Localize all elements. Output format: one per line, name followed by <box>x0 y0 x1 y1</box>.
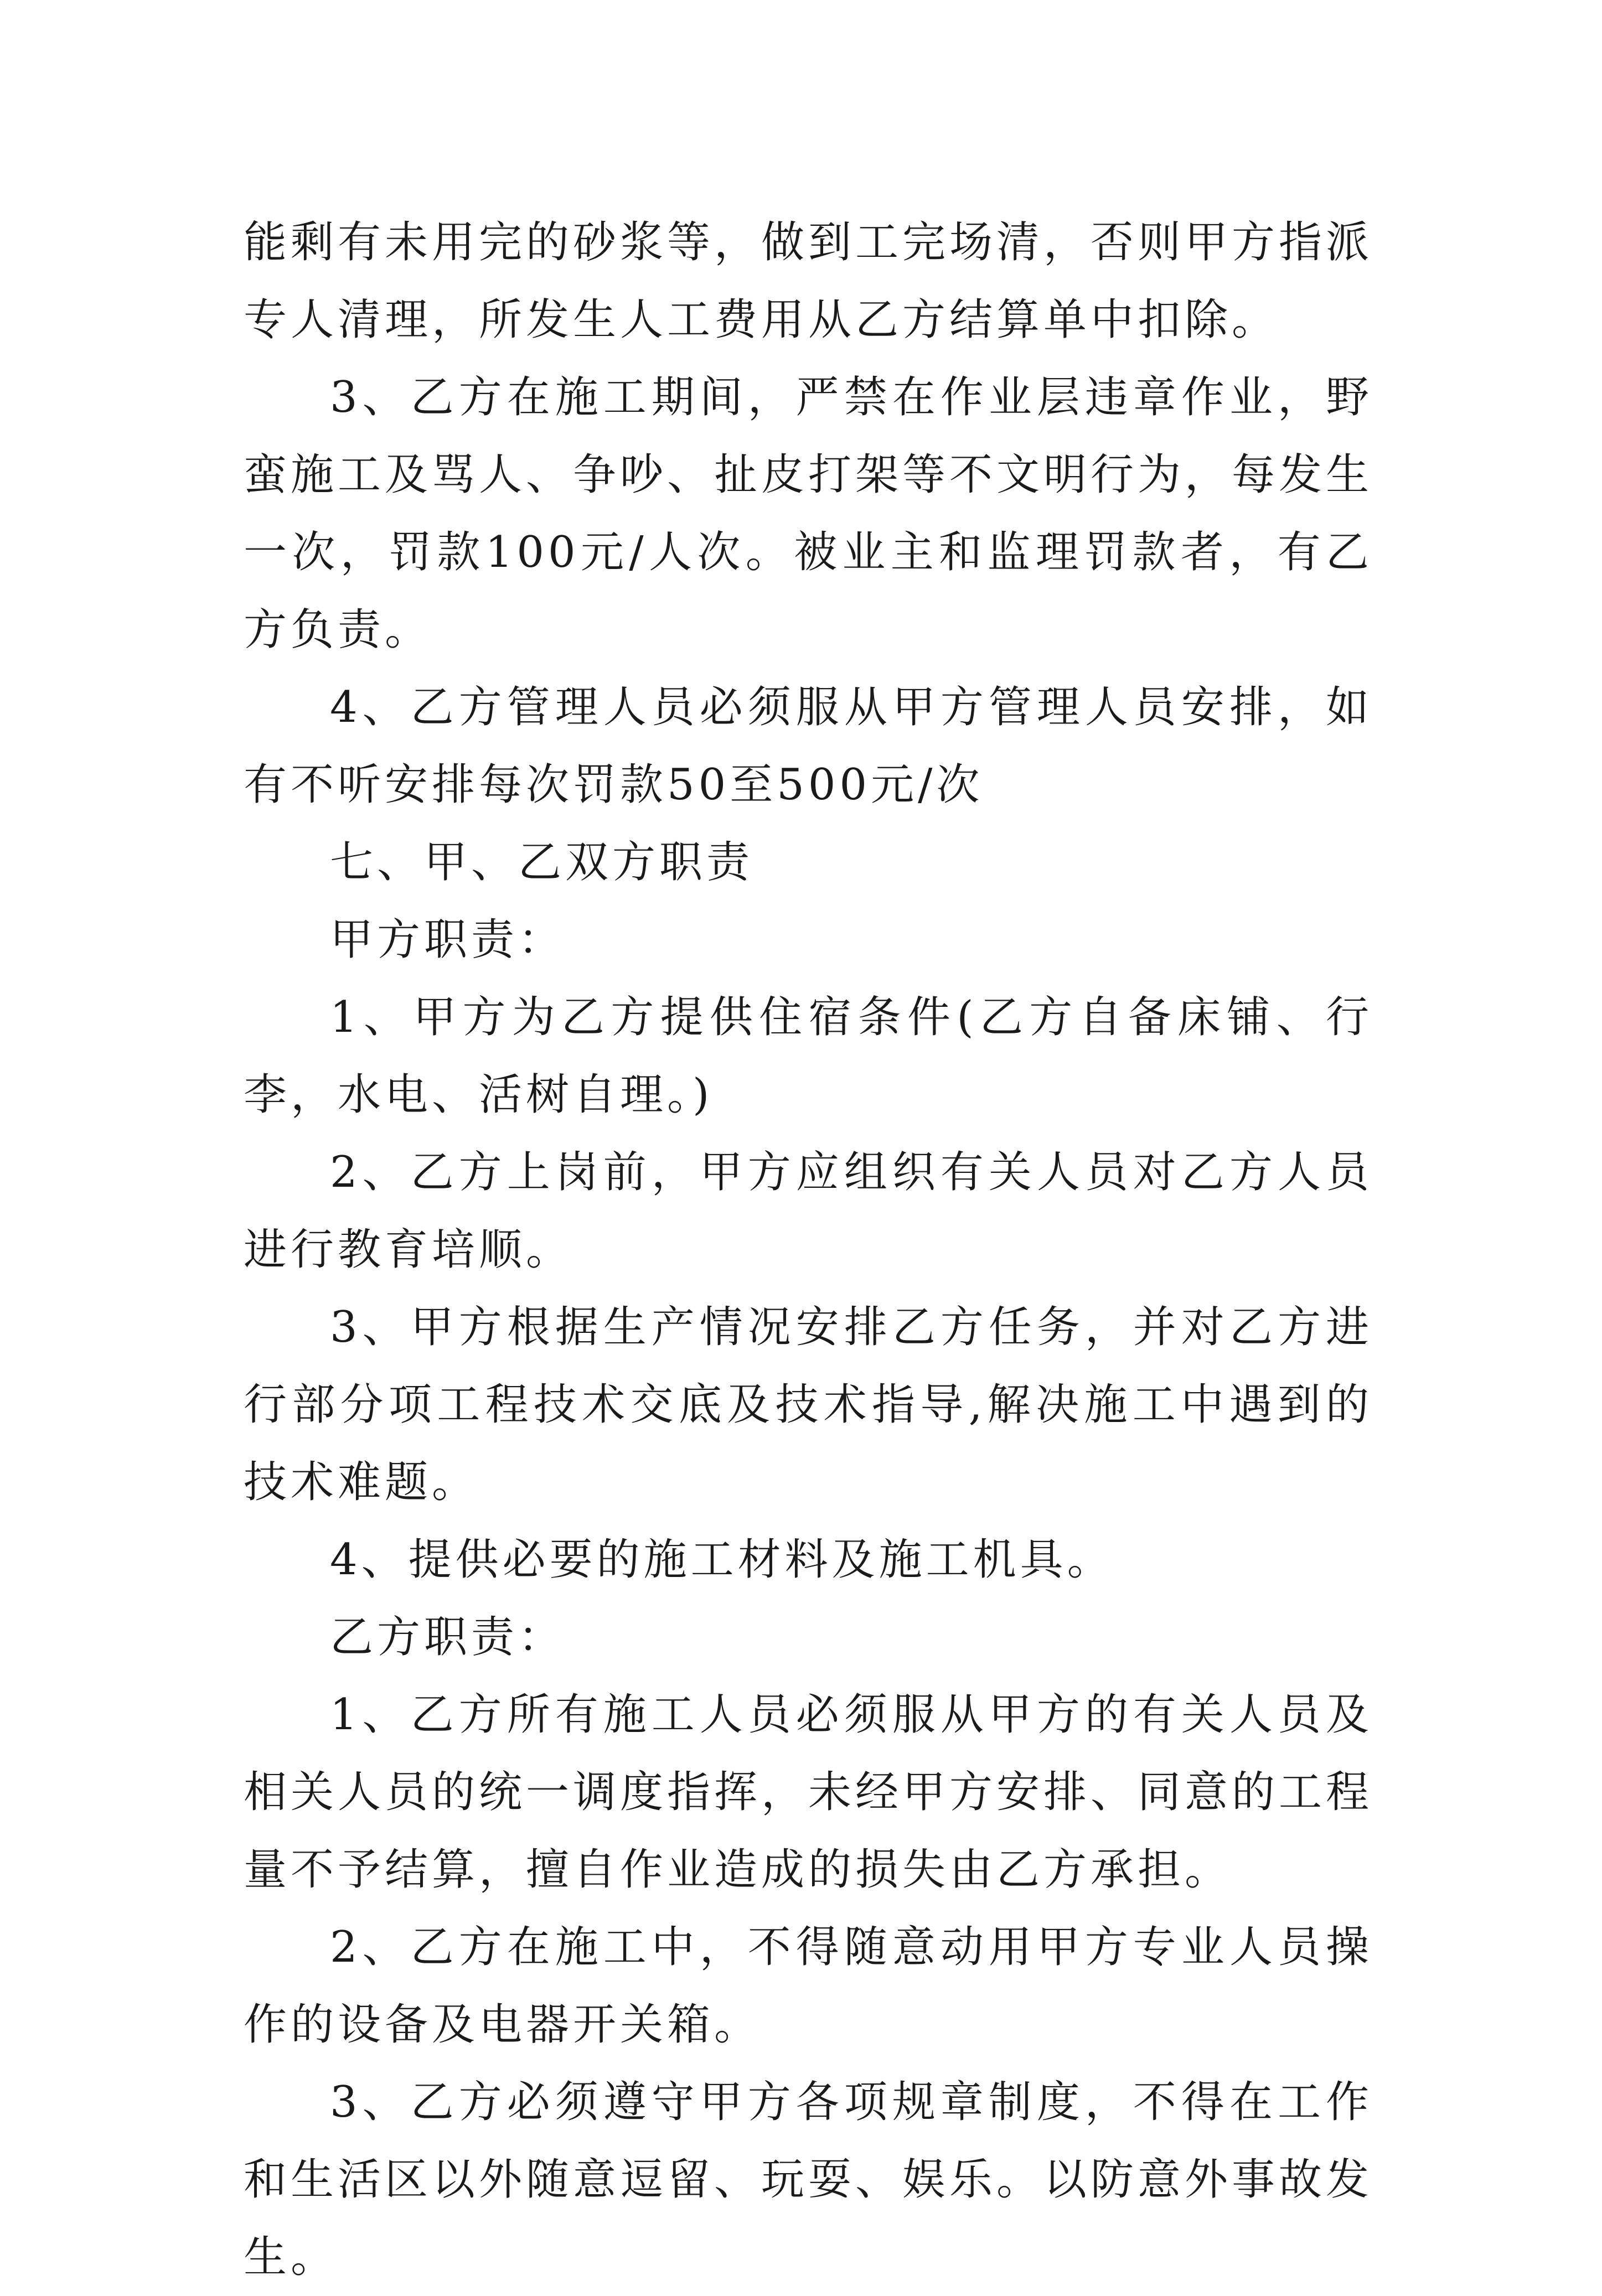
party-b-duty-1: 1、乙方所有施工人员必须服从甲方的有关人员及相关人员的统一调度指挥，未经甲方安排、同意的工程量不予结算，擅自作业造成的损失由乙方承担。 <box>244 1690 1373 1895</box>
party-b-duty-2: 2、乙方在施工中，不得随意动用甲方专业人员操作的设备及电器开关箱。 <box>244 1922 1373 2050</box>
document-body <box>244 204 1373 2296</box>
subheading-party-a-duties: 甲方职责： <box>330 915 566 965</box>
party-a-duty-4: 4、提供必要的施工材料及施工机具。 <box>330 1535 1114 1585</box>
party-a-duty-3: 3、甲方根据生产情况安排乙方任务，并对乙方进行部分项工程技术交底及技术指导,解决施工中遇到的技术难题。 <box>244 1302 1373 1507</box>
section-heading-duties: 七、甲、乙双方职责 <box>330 837 754 887</box>
party-a-duty-2: 2、乙方上岗前，甲方应组织有关人员对乙方人员进行教育培顺。 <box>244 1147 1373 1275</box>
paragraph-continuation: 能剩有未用完的砂浆等，做到工完场清，否则甲方指派专人清理，所发生人工费用从乙方结算单中扣除。 <box>244 218 1373 345</box>
party-b-duty-3: 3、乙方必须遵守甲方各项规章制度，不得在工作和生活区以外随意逗留、玩耍、娱乐。以防意外事故发生。 <box>244 2077 1373 2282</box>
paragraph-clause-3-conduct: 3、乙方在施工期间，严禁在作业层违章作业，野蛮施工及骂人、争吵、扯皮打架等不文明行为，每发生一次，罚款100元/人次。被业主和监理罚款者，有乙方负责。 <box>244 373 1373 655</box>
party-a-duty-1: 1、甲方为乙方提供住宿条件(乙方自备床铺、行李，水电、活树自理。) <box>244 992 1373 1120</box>
subheading-party-b-duties: 乙方职责： <box>330 1612 566 1662</box>
paragraph-clause-4-management: 4、乙方管理人员必须服从甲方管理人员安排，如有不听安排每次罚款50至500元/次 <box>244 682 1373 810</box>
